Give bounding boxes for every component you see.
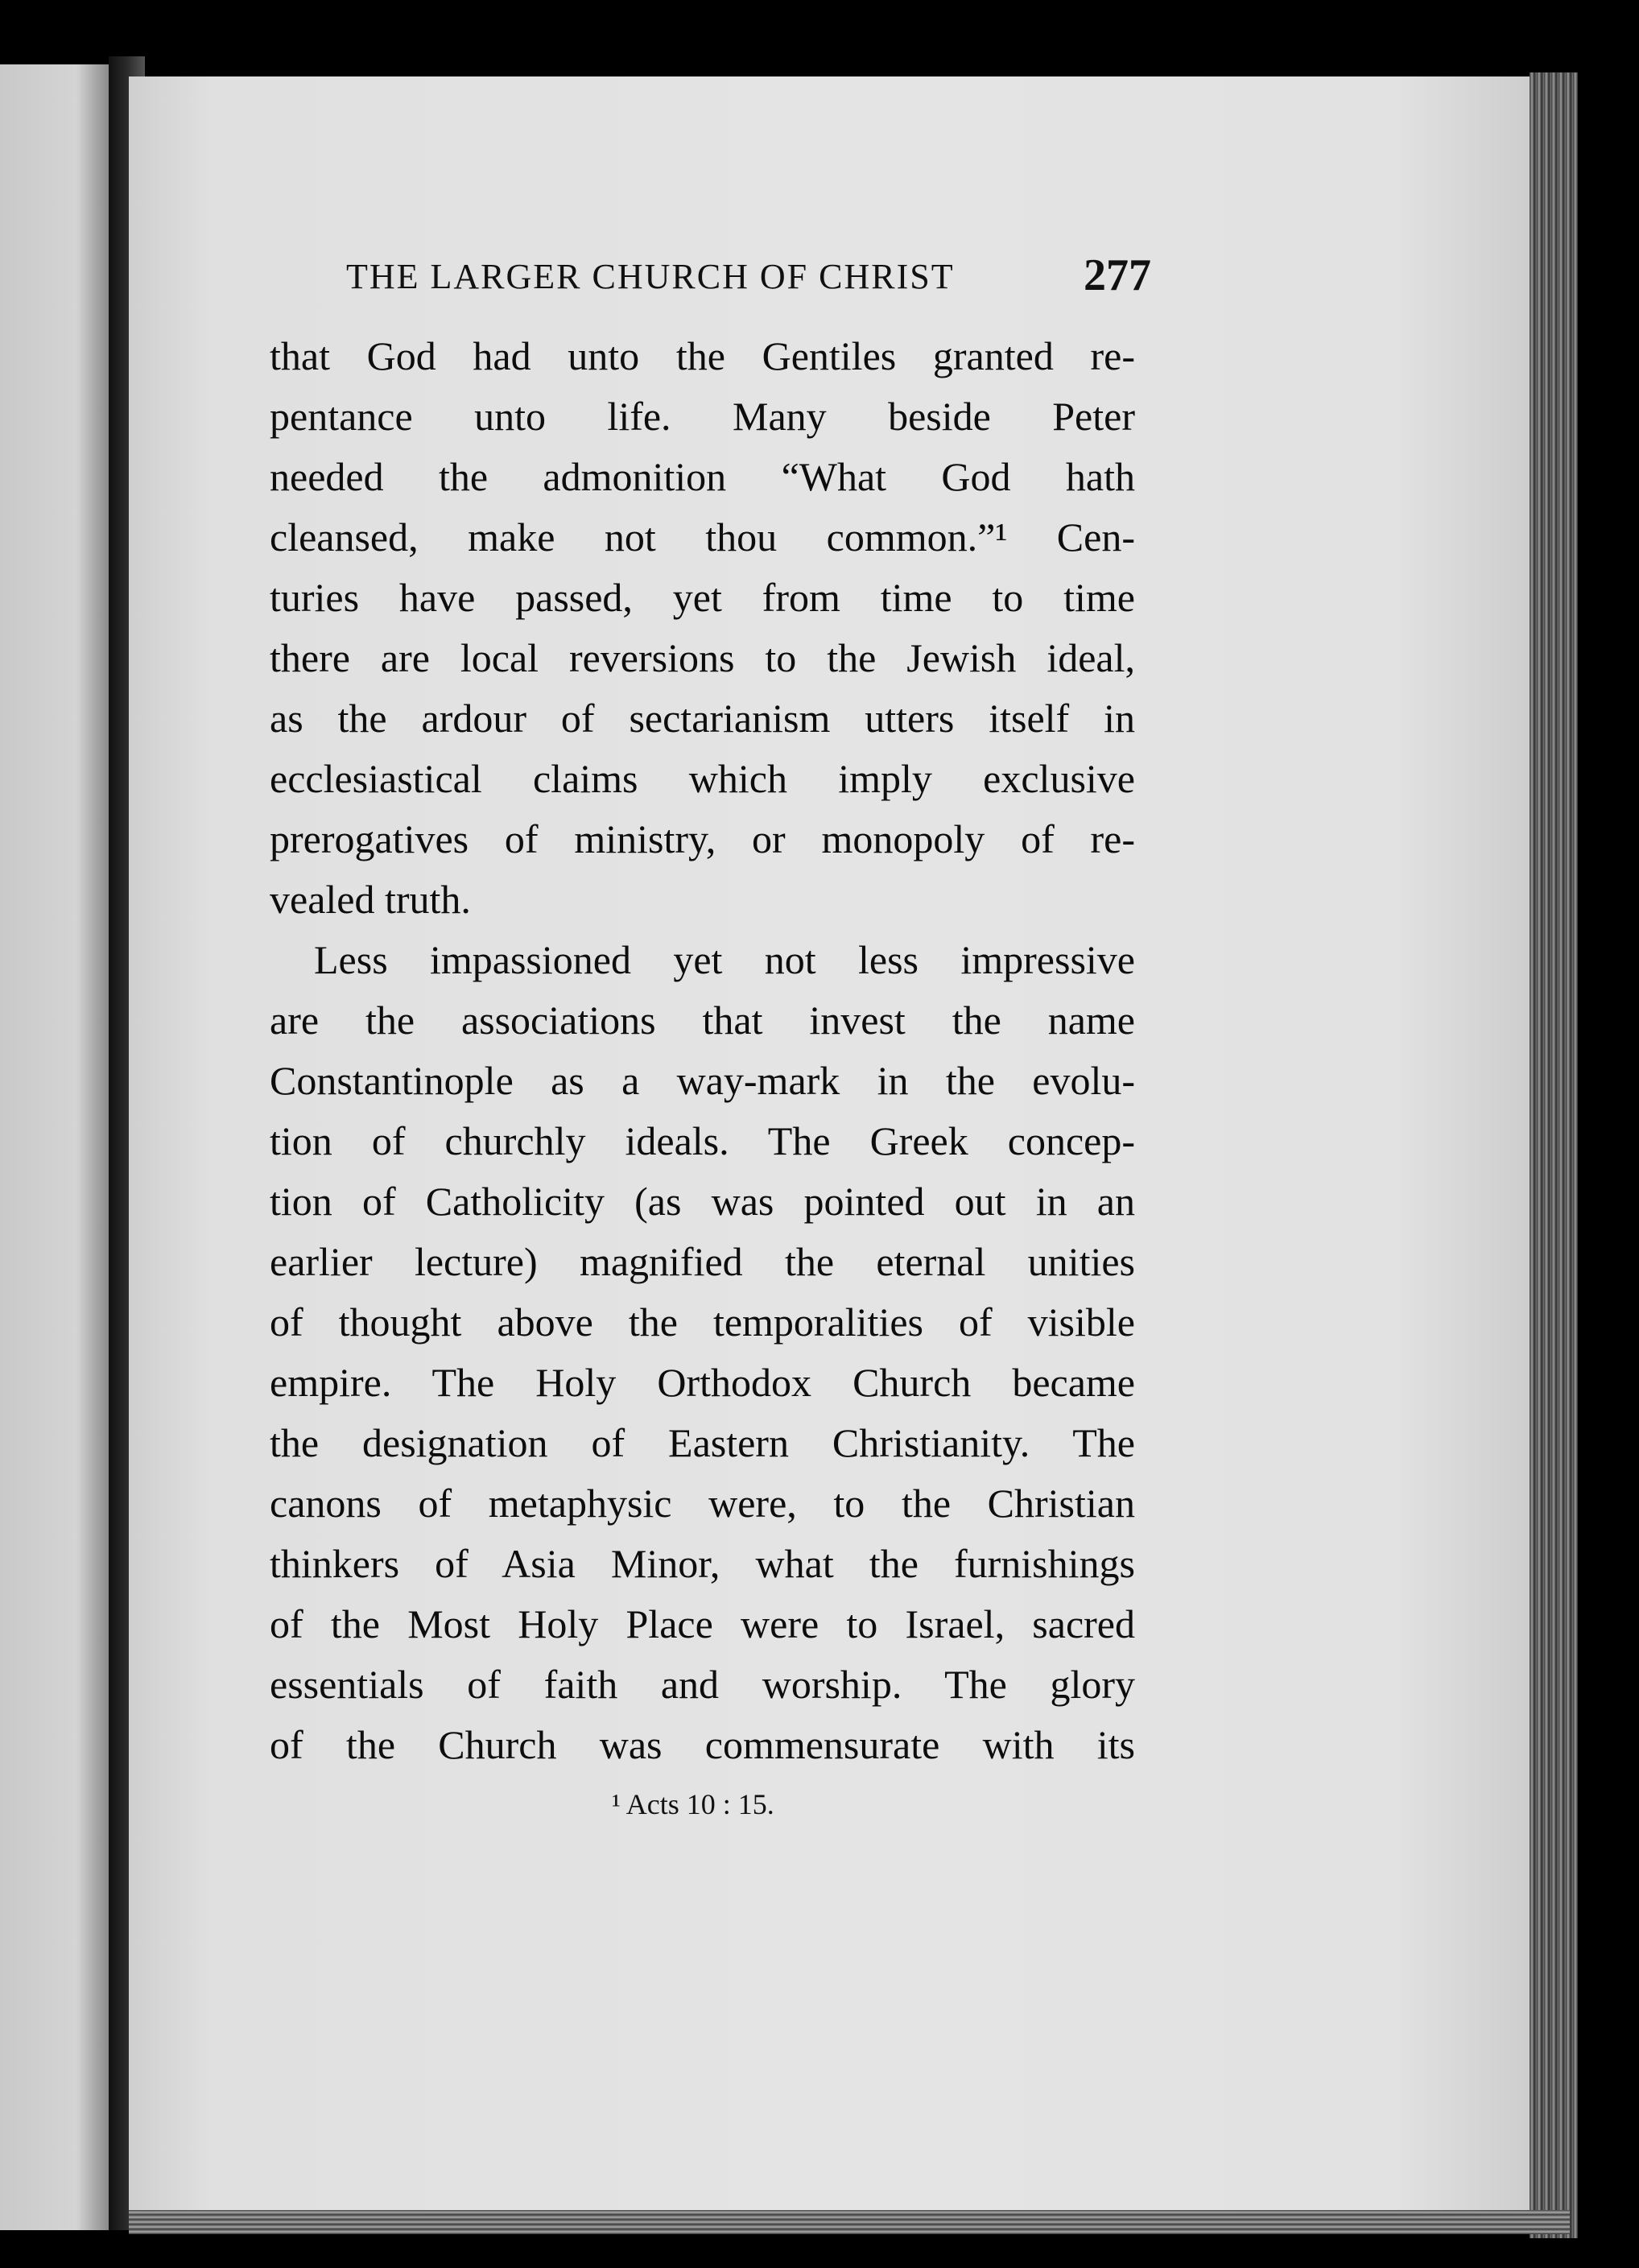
text-line: Less impassioned yet not less impressive	[314, 937, 1135, 982]
text-line: empire. The Holy Orthodox Church became	[270, 1360, 1135, 1405]
text-line: pentance unto life. Many beside Peter	[270, 394, 1135, 439]
paragraph	[270, 326, 1135, 930]
text-line: of the Church was commensurate with its	[270, 1722, 1135, 1767]
text-line: Constantinople as a way-mark in the evolu-	[270, 1058, 1135, 1103]
page-stack-edge	[1530, 72, 1578, 2238]
text-line: vealed truth.	[270, 877, 471, 922]
page-header	[346, 250, 1151, 306]
text-line: turies have passed, yet from time to time	[270, 575, 1135, 620]
text-line: essentials of faith and worship. The glory	[270, 1662, 1135, 1707]
footnote: ¹ Acts 10 : 15.	[612, 1788, 774, 1820]
text-line: thinkers of Asia Minor, what the furnishings	[270, 1541, 1135, 1586]
body-text	[270, 326, 1135, 1775]
text-line: of thought above the temporalities of visible	[270, 1299, 1135, 1345]
page-bottom-edge	[129, 2210, 1570, 2234]
text-line: as the ardour of sectarianism utters itself in	[270, 696, 1135, 741]
text-line: tion of Catholicity (as was pointed out in an	[270, 1179, 1135, 1224]
text-line: there are local reversions to the Jewish ideal,	[270, 635, 1135, 680]
text-line: tion of churchly ideals. The Greek concep-	[270, 1118, 1135, 1163]
facing-page-edge	[0, 64, 109, 2230]
text-line: ecclesiastical claims which imply exclusive	[270, 756, 1135, 801]
text-line: are the associations that invest the name	[270, 998, 1135, 1043]
text-line: prerogatives of ministry, or monopoly of re-	[270, 816, 1135, 861]
paragraph	[270, 930, 1135, 1775]
text-line: canons of metaphysic were, to the Christian	[270, 1481, 1135, 1526]
text-line: that God had unto the Gentiles granted re-	[270, 333, 1135, 378]
text-line: the designation of Eastern Christianity. The	[270, 1420, 1135, 1465]
text-line: earlier lecture) magnified the eternal unities	[270, 1239, 1135, 1284]
page-number: 277	[1084, 250, 1151, 300]
text-line: cleansed, make not thou common.”¹ Cen-	[270, 514, 1135, 560]
text-line: needed the admonition “What God hath	[270, 454, 1135, 499]
running-head: THE LARGER CHURCH OF CHRIST	[346, 257, 955, 296]
text-line: of the Most Holy Place were to Israel, sacred	[270, 1601, 1135, 1646]
